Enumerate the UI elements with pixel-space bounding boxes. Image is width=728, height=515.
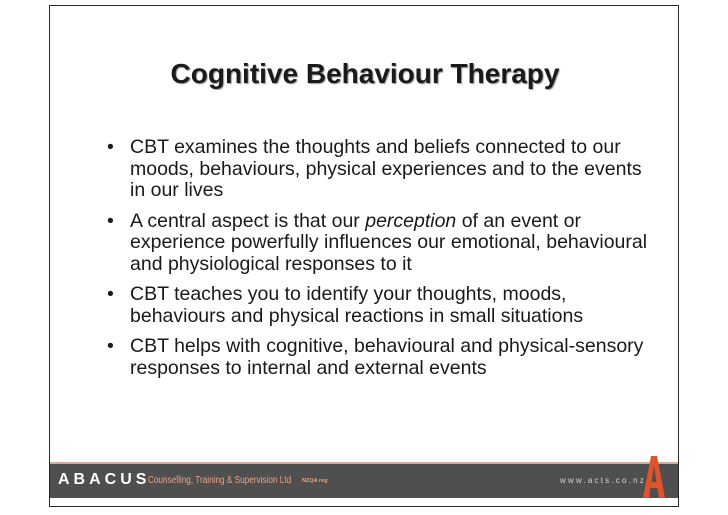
bullet-marker: • bbox=[107, 209, 114, 232]
company-tagline: Counselling, Training & Supervision Ltd bbox=[148, 475, 292, 486]
bullet-text: CBT helps with cognitive, behavioural and physical-sensory responses to internal and external events bbox=[130, 335, 644, 379]
bullet-item bbox=[104, 336, 649, 379]
footer-bar bbox=[50, 462, 678, 498]
bullet-item bbox=[104, 284, 649, 327]
bullet-item bbox=[104, 137, 649, 202]
bullet-list bbox=[104, 137, 649, 388]
bullet-marker: • bbox=[107, 283, 114, 305]
bullet-marker: • bbox=[107, 136, 114, 158]
bullet-item bbox=[104, 211, 649, 276]
slide bbox=[49, 5, 679, 507]
accreditation-badge: NZQA reg bbox=[302, 478, 328, 484]
bullet-emphasis: perception bbox=[365, 209, 457, 232]
brand-name: ABACUS bbox=[58, 471, 151, 488]
bullet-text-end: of an event or experience powerfully influences our emotional, behavioural and physiological responses to it bbox=[130, 209, 648, 275]
bullet-text: CBT teaches you to identify your thoughts, moods, behaviours and physical reactions in small situations bbox=[130, 283, 584, 327]
bullet-marker: • bbox=[107, 335, 114, 357]
abacus-a-logo-icon bbox=[641, 456, 667, 498]
slide-title: Cognitive Behaviour Therapy bbox=[170, 58, 560, 89]
bullet-text-start: A central aspect is that our bbox=[130, 209, 366, 232]
bullet-text: CBT examines the thoughts and beliefs connected to our moods, behaviours, physical experiences and to the events in our lives bbox=[130, 136, 642, 201]
website-url[interactable]: www.acts.co.nz bbox=[560, 476, 646, 485]
footer-divider bbox=[50, 462, 678, 464]
